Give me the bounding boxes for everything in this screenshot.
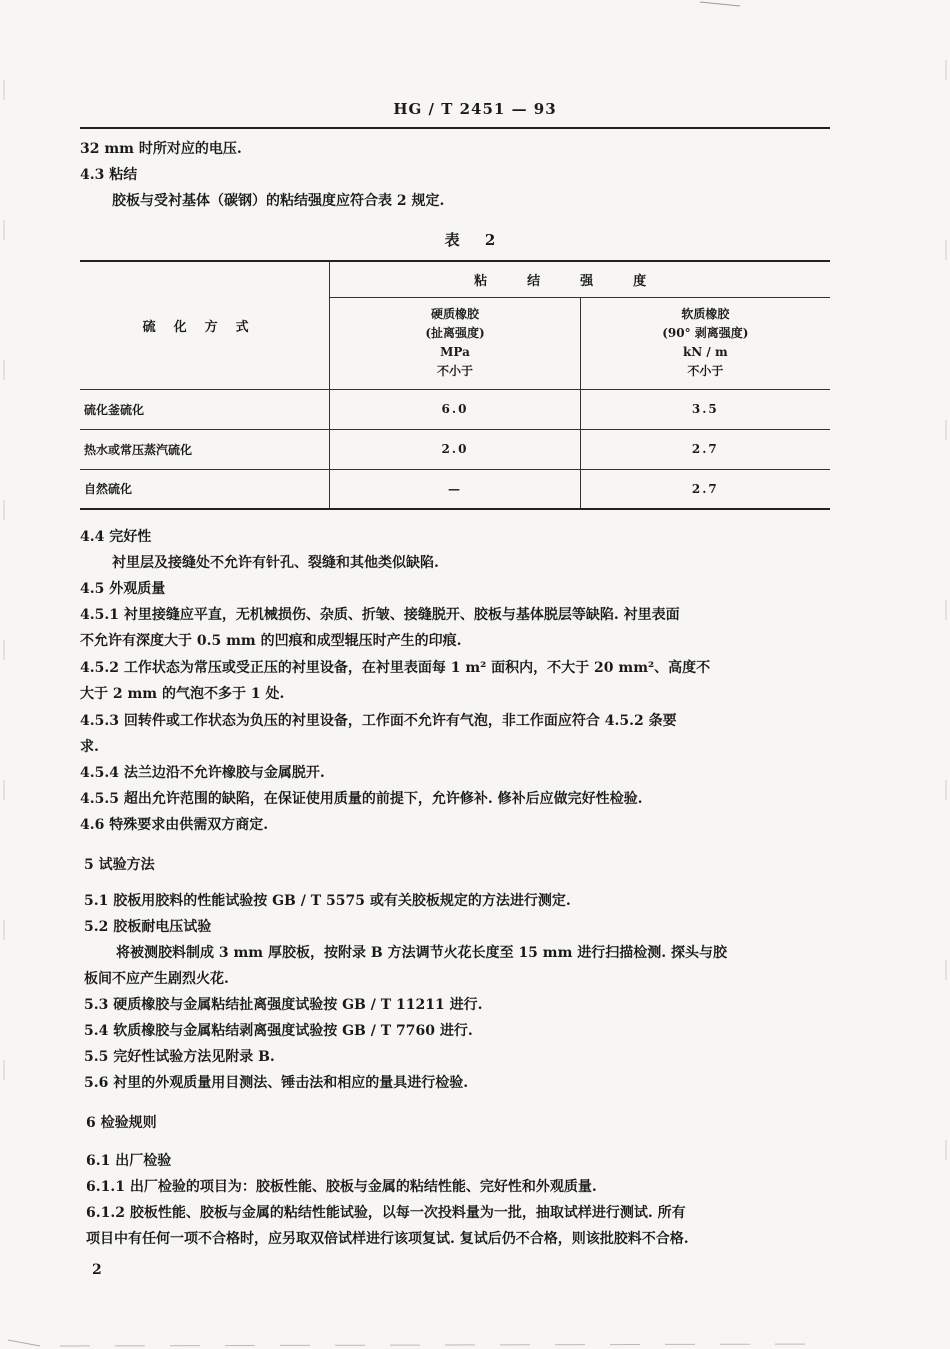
body-line-3: 胶板与受衬基体（碳钢）的粘结强度应符合表 2 规定. — [112, 193, 445, 209]
table-row — [80, 429, 830, 469]
soft-rubber-test: (90° 剥离强度) — [662, 326, 749, 340]
hard-rubber-min: 不小于 — [436, 364, 473, 378]
section-4-4-heading: 4.4 完好性 — [80, 529, 152, 545]
section-4-5-heading: 4.5 外观质量 — [80, 581, 166, 597]
hard-rubber-header — [330, 297, 580, 389]
body-text: 5.4 软质橡胶与金属粘结剥离强度试验按 GB / T 7760 进行. — [84, 1023, 473, 1039]
soft-rubber-name: 软质橡胶 — [681, 307, 730, 321]
row-hard-value: 2.0 — [330, 429, 580, 469]
body-text: 5.6 衬里的外观质量用目测法、锤击法和相应的量具进行检验. — [84, 1075, 469, 1091]
row-soft-value: 3.5 — [580, 389, 830, 429]
method-column-header — [80, 261, 330, 389]
table-row — [80, 389, 830, 429]
body-text: 衬里层及接缝处不允许有针孔、裂缝和其他类似缺陷. — [112, 555, 439, 571]
page-number: 2 — [92, 1262, 102, 1278]
body-text: 不允许有深度大于 0.5 mm 的凹痕和成型辊压时产生的印痕. — [80, 633, 462, 649]
section-4-3-heading: 4.3 粘结 — [80, 167, 138, 183]
bond-strength-table — [80, 260, 830, 510]
soft-rubber-unit: kN / m — [682, 345, 728, 359]
page-header-standard-code: HG / T 2451 — 93 — [393, 100, 557, 118]
body-text: 4.5.2 工作状态为常压或受正压的衬里设备，在衬里表面每 1 m² 面积内，不大于 20 mm²、高度不 — [80, 660, 711, 676]
body-text: 大于 2 mm 的气泡不多于 1 处. — [80, 686, 285, 702]
row-soft-value: 2.7 — [580, 469, 830, 509]
hard-rubber-unit: MPa — [440, 345, 470, 359]
body-text: 5.2 胶板耐电压试验 — [84, 919, 212, 935]
table-row — [80, 469, 830, 509]
hard-rubber-name: 硬质橡胶 — [430, 307, 479, 321]
body-line-1: 32 mm 时所对应的电压. — [80, 141, 242, 157]
body-text: 将被测胶料制成 3 mm 厚胶板，按附录 B 方法调节火花长度至 15 mm 进行扫描检测. 探头与胶 — [116, 945, 728, 961]
row-method: 自然硫化 — [80, 469, 330, 509]
body-text: 求. — [80, 739, 99, 755]
body-text: 板间不应产生剧烈火花. — [84, 971, 229, 987]
body-text: 项目中有任何一项不合格时，应另取双倍试样进行该项复试. 复试后仍不合格，则该批胶料不合格. — [86, 1231, 689, 1247]
row-method: 硫化釜硫化 — [80, 389, 330, 429]
soft-rubber-min: 不小于 — [687, 364, 724, 378]
strength-header — [330, 261, 830, 297]
body-text: 6.1.2 胶板性能、胶板与金属的粘结性能试验，以每一次投料量为一批，抽取试样进行测试. 所有 — [86, 1205, 686, 1221]
section-6-heading: 6 检验规则 — [86, 1115, 157, 1131]
row-hard-value: 6.0 — [330, 389, 580, 429]
section-5-heading: 5 试验方法 — [84, 857, 155, 873]
body-text: 5.5 完好性试验方法见附录 B. — [84, 1049, 275, 1065]
table-2-caption: 表 2 — [444, 231, 506, 249]
body-text: 4.5.4 法兰边沿不允许橡胶与金属脱开. — [80, 765, 325, 781]
row-method: 热水或常压蒸汽硫化 — [80, 429, 330, 469]
body-text: 5.3 硬质橡胶与金属粘结扯离强度试验按 GB / T 11211 进行. — [84, 997, 483, 1013]
row-soft-value: 2.7 — [580, 429, 830, 469]
body-text: 6.1.1 出厂检验的项目为：胶板性能、胶板与金属的粘结性能、完好性和外观质量. — [86, 1179, 597, 1195]
soft-rubber-header — [580, 297, 830, 389]
body-text: 5.1 胶板用胶料的性能试验按 GB / T 5575 或有关胶板规定的方法进行测定. — [84, 893, 571, 909]
method-header-text: 硫化方式 — [142, 319, 267, 335]
hard-rubber-test: (扯离强度) — [425, 326, 485, 340]
body-text: 4.5.3 回转件或工作状态为负压的衬里设备，工作面不允许有气泡，非工作面应符合 4.5.2 条要 — [80, 713, 677, 729]
body-text: 4.6 特殊要求由供需双方商定. — [80, 817, 269, 833]
row-hard-value: — — [330, 469, 580, 509]
body-text: 6.1 出厂检验 — [86, 1153, 172, 1169]
body-text: 4.5.1 衬里接缝应平直，无机械损伤、杂质、折皱、接缝脱开、胶板与基体脱层等缺陷. 衬里表面 — [80, 607, 680, 623]
header-rule — [80, 127, 830, 129]
strength-header-text: 粘结强度 — [474, 273, 687, 289]
body-text: 4.5.5 超出允许范围的缺陷，在保证使用质量的前提下，允许修补. 修补后应做完好性检验. — [80, 791, 643, 807]
